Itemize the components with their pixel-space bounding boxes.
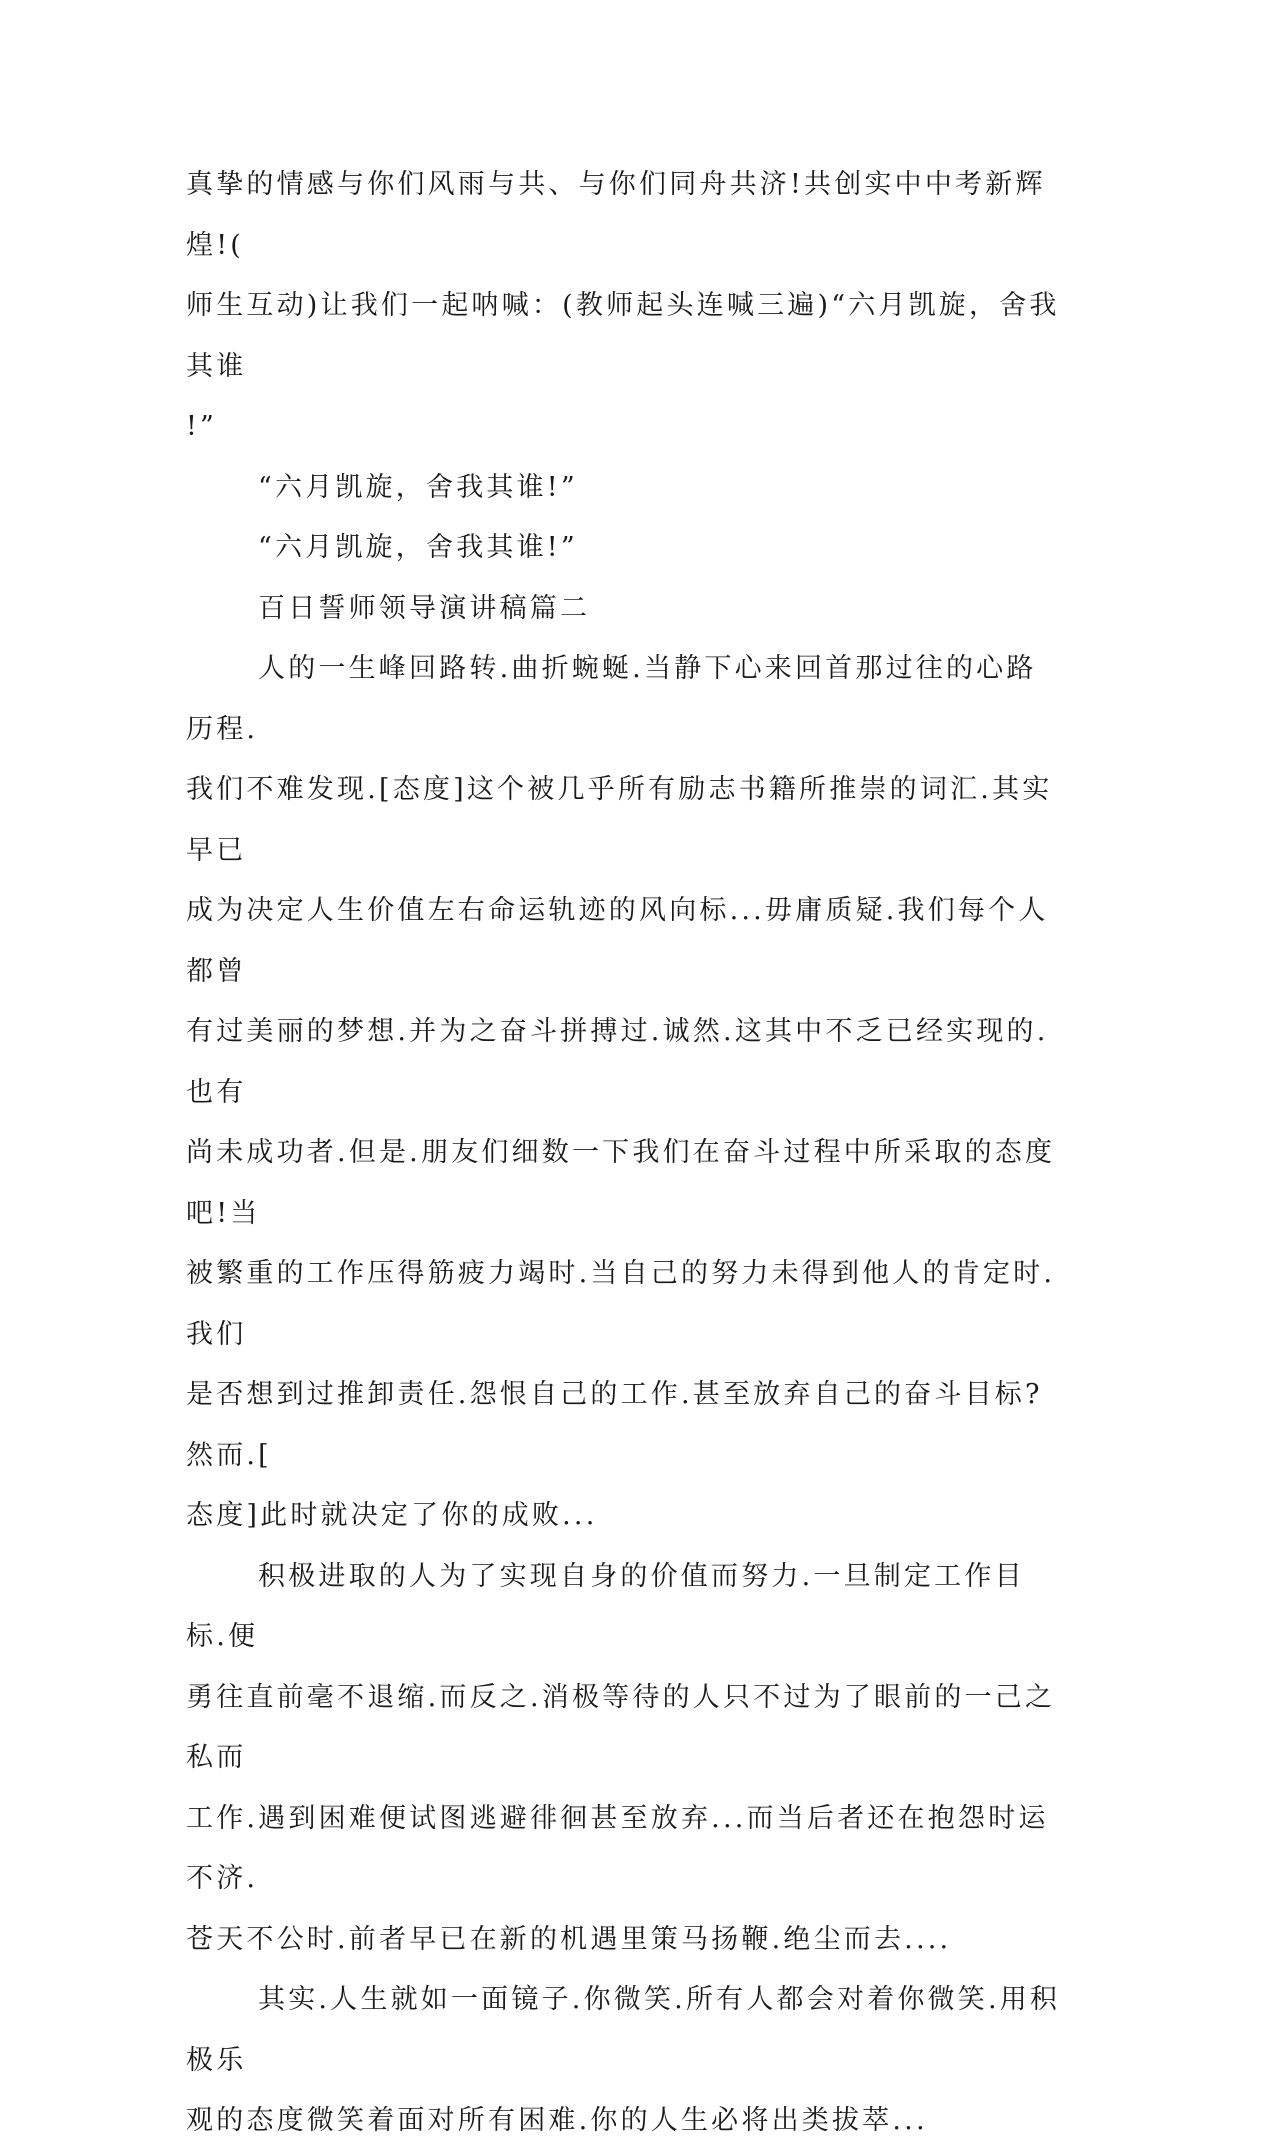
text-line: 人的一生峰回路转.曲折蜿蜒.当静下心来回首那过往的心路历程. bbox=[186, 653, 1037, 745]
document-page bbox=[186, 155, 1066, 2152]
text-line: 其实.人生就如一面镜子.你微笑.所有人都会对着你微笑.用积极乐 bbox=[186, 1984, 1061, 2076]
text-line: “六月凯旋，舍我其谁!” bbox=[258, 471, 578, 503]
text-line: 观的态度微笑着面对所有困难.你的人生必将出类拔萃... bbox=[186, 2105, 928, 2136]
paragraph-5 bbox=[186, 639, 1066, 1547]
text-line: 态度]此时就决定了你的成败... bbox=[186, 1500, 598, 1531]
text-line: 被繁重的工作压得筋疲力竭时.当自己的努力未得到他人的肯定时.我们 bbox=[186, 1258, 1056, 1350]
paragraph-3 bbox=[186, 518, 1066, 579]
text-line: !” bbox=[186, 411, 218, 442]
text-line: 勇往直前毫不退缩.而反之.消极等待的人只不过为了眼前的一己之私而 bbox=[186, 1681, 1056, 1773]
text-line: “六月凯旋，舍我其谁!” bbox=[258, 532, 578, 563]
paragraph-6 bbox=[186, 1547, 1066, 1971]
text-line: 有过美丽的梦想.并为之奋斗拼搏过.诚然.这其中不乏已经实现的.也有 bbox=[186, 1016, 1049, 1108]
text-line: 成为决定人生价值左右命运轨迹的风向标...毋庸质疑.我们每个人都曾 bbox=[186, 895, 1049, 987]
text-line: 尚未成功者.但是.朋友们细数一下我们在奋斗过程中所采取的态度吧!当 bbox=[186, 1137, 1056, 1229]
text-line: 真挚的情感与你们风雨与共、与你们同舟共济!共创实中中考新辉煌!( bbox=[186, 169, 1046, 261]
section-heading bbox=[186, 579, 1066, 640]
text-line: 我们不难发现.[态度]这个被几乎所有励志书籍所推崇的词汇.其实早已 bbox=[186, 774, 1053, 866]
text-line: 苍天不公时.前者早已在新的机遇里策马扬鞭.绝尘而去.... bbox=[186, 1923, 952, 1955]
text-line: 工作.遇到困难便试图逃避徘徊甚至放弃...而当后者还在抱怨时运不济. bbox=[186, 1802, 1049, 1894]
paragraph-1 bbox=[186, 155, 1066, 458]
paragraph-7 bbox=[186, 1970, 1066, 2152]
paragraph-2 bbox=[186, 458, 1066, 519]
text-line: 是否想到过推卸责任.怨恨自己的工作.甚至放弃自己的奋斗目标?然而.[ bbox=[186, 1379, 1043, 1471]
text-line: 积极进取的人为了实现自身的价值而努力.一旦制定工作目标.便 bbox=[186, 1560, 1025, 1652]
text-line: 师生互动)让我们一起呐喊：(教师起头连喊三遍)“六月凯旋，舍我其谁 bbox=[186, 290, 1060, 382]
text-line: 百日誓师领导演讲稿篇二 bbox=[258, 592, 591, 624]
